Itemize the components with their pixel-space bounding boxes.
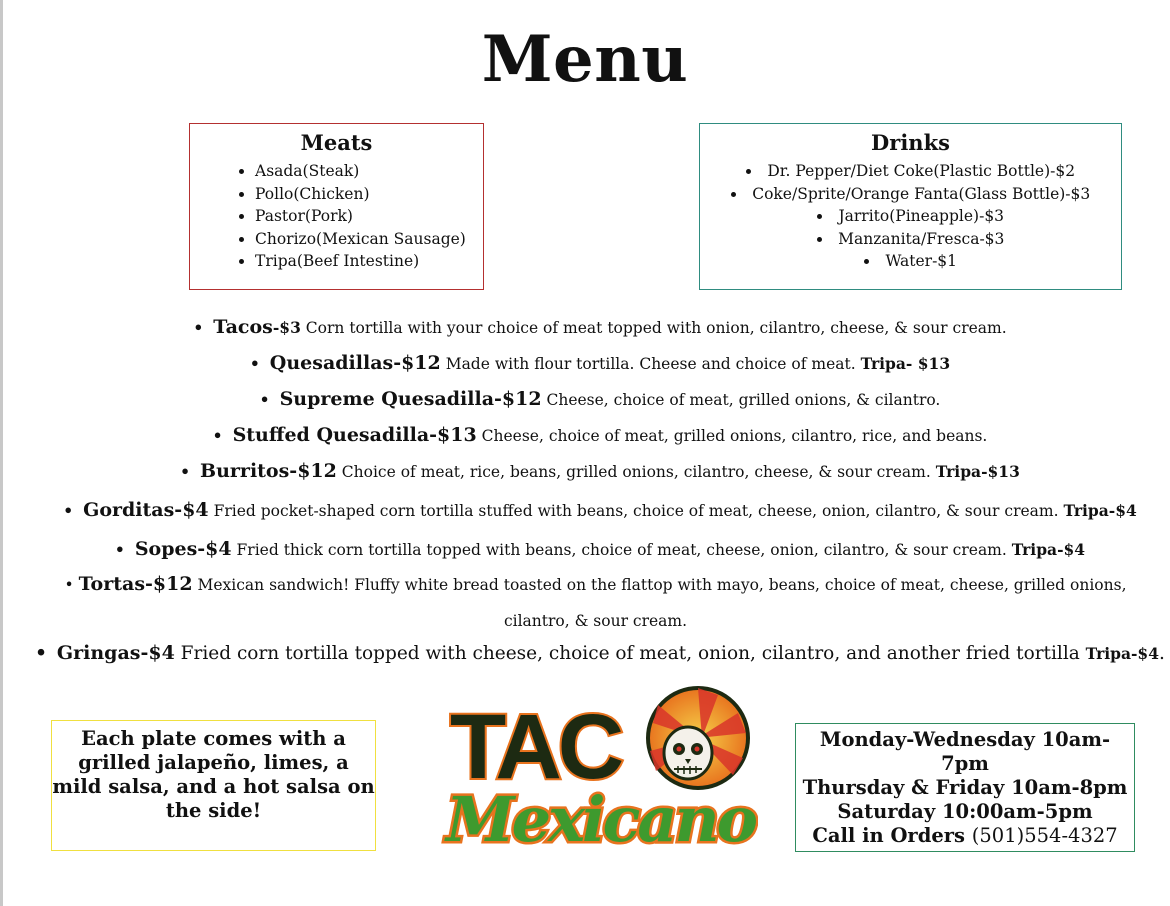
drinks-list — [700, 160, 1121, 273]
item-description: Made with flour tortilla. Cheese and choice of meat. — [440, 355, 861, 373]
item-end: . — [1159, 643, 1165, 664]
item-description: Fried pocket-shaped corn tortilla stuffed with beans, choice of meat, cheese, onion, cilantro, & sour cream. — [208, 502, 1064, 520]
bullet: • — [212, 426, 223, 445]
bullet: • — [35, 643, 47, 664]
drinks-box — [699, 123, 1122, 290]
page-title: Menu — [481, 22, 689, 97]
menu-item-gringas — [30, 638, 1170, 669]
item-description: Fried thick corn tortilla topped with beans, choice of meat, cheese, onion, cilantro, & sour cream. — [231, 541, 1012, 559]
list-item: • Dr. Pepper/Diet Coke(Plastic Bottle)-$2 — [700, 160, 1121, 183]
meats-list — [190, 160, 483, 273]
menu-item-tortas — [38, 566, 1153, 639]
item-description: Cheese, choice of meat, grilled onions, cilantro, rice, and beans. — [476, 427, 988, 445]
sombrero-skull-icon — [648, 688, 748, 788]
bullet: • — [63, 501, 74, 520]
tripa-price: Tripa-$4 — [1011, 540, 1086, 559]
hours-box — [795, 723, 1135, 852]
item-description: Choice of meat, rice, beans, grilled onions, cilantro, cheese, & sour cream. — [336, 463, 936, 481]
logo-word-mexicano: Mexicano — [446, 783, 755, 856]
list-item: • Coke/Sprite/Orange Fanta(Glass Bottle)-$3 — [700, 183, 1121, 206]
taco-mexicano-logo — [428, 683, 758, 858]
tripa-price: Tripa-$4 — [1063, 501, 1137, 520]
hours-line: Thursday & Friday 10am-8pm — [802, 776, 1128, 799]
bullet: • — [180, 462, 191, 481]
list-item: • Pastor(Pork) — [255, 205, 483, 228]
item-name: Quesadillas-$12 — [269, 352, 441, 374]
meats-box — [189, 123, 484, 290]
list-item: • Pollo(Chicken) — [255, 183, 483, 206]
plate-note-box — [51, 720, 376, 851]
item-name: Sopes-$4 — [134, 538, 232, 560]
menu-item-tacos — [30, 312, 1170, 343]
meats-heading: Meats — [300, 130, 373, 155]
drinks-heading: Drinks — [871, 130, 950, 155]
item-name: Gorditas-$4 — [83, 499, 209, 521]
list-item: • Manzanita/Fresca-$3 — [700, 228, 1121, 251]
plate-note: Each plate comes with a grilled jalapeño, limes, a mild salsa, and a hot salsa on the side! — [52, 727, 375, 822]
item-name: Burritos-$12 — [200, 460, 337, 482]
menu-item-quesadillas — [30, 348, 1170, 379]
hours-line: Saturday 10:00am-5pm — [837, 800, 1093, 823]
item-description: Cheese, choice of meat, grilled onions, & cilantro. — [541, 391, 941, 409]
bullet: • — [64, 576, 74, 594]
item-price: -$3 — [272, 318, 301, 337]
page-edge — [0, 0, 3, 906]
item-description: Mexican sandwich! Fluffy white bread toasted on the flattop with mayo, beans, choice of meat, cheese, grilled onions, cilantro, & sour cream. — [192, 576, 1127, 630]
phone-number[interactable]: (501)554-4327 — [971, 824, 1118, 847]
bullet: • — [249, 354, 260, 373]
call-in-line — [796, 824, 1134, 848]
hours-line: Monday-Wednesday 10am-7pm — [819, 728, 1111, 775]
menu-item-burritos — [30, 456, 1170, 487]
list-item: • Tripa(Beef Intestine) — [255, 250, 483, 273]
item-name: Supreme Quesadilla-$12 — [279, 388, 542, 410]
item-name: Stuffed Quesadilla-$13 — [232, 424, 477, 446]
menu-item-gorditas — [30, 495, 1170, 526]
menu-item-supreme-quesadilla — [30, 384, 1170, 415]
bullet: • — [193, 318, 204, 337]
logo-word-taco: TAC — [450, 696, 621, 798]
item-name: Gringas-$4 — [56, 642, 175, 664]
tripa-price: Tripa-$4 — [1085, 644, 1160, 663]
item-description: Fried corn tortilla topped with cheese, choice of meat, onion, cilantro, and another fried tortilla — [174, 643, 1086, 664]
bullet: • — [259, 390, 270, 409]
menu-item-stuffed-quesadilla — [30, 420, 1170, 451]
item-name: Tacos — [213, 316, 273, 338]
list-item: • Asada(Steak) — [255, 160, 483, 183]
item-description: Corn tortilla with your choice of meat topped with onion, cilantro, cheese, & sour cream. — [300, 319, 1007, 337]
call-in-label: Call in Orders — [812, 824, 972, 847]
item-name: Tortas-$12 — [78, 573, 193, 595]
list-item: • Water-$1 — [700, 250, 1121, 273]
tripa-price: Tripa-$13 — [935, 462, 1020, 481]
list-item: • Chorizo(Mexican Sausage) — [255, 228, 483, 251]
menu-item-sopes — [30, 534, 1170, 565]
list-item: • Jarrito(Pineapple)-$3 — [700, 205, 1121, 228]
bullet: • — [114, 540, 125, 559]
tripa-price: Tripa- $13 — [860, 354, 951, 373]
